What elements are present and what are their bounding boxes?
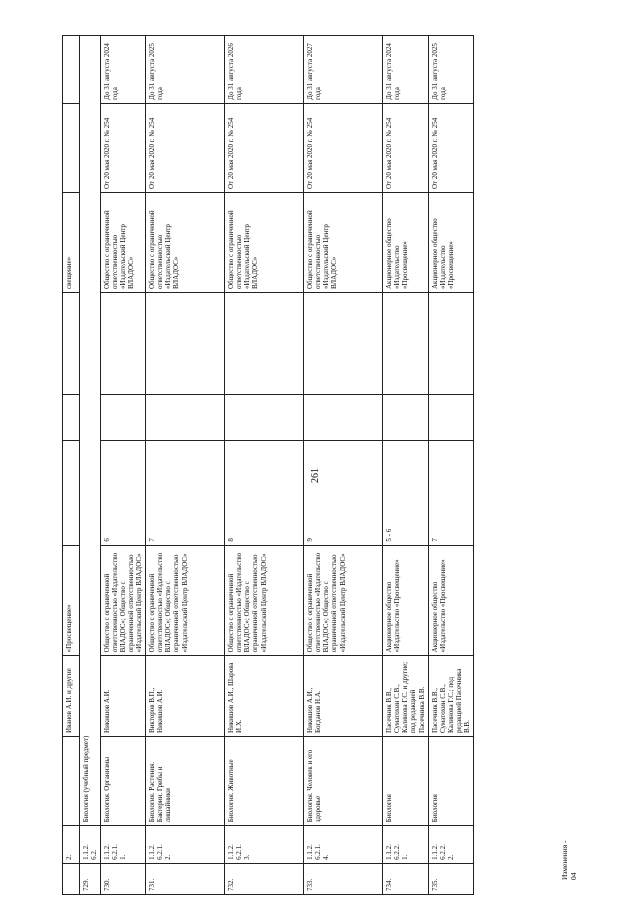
cell-full-publisher: Акционерное общество «Издательство «Просвещение» xyxy=(428,193,473,293)
cell-grade: 7 xyxy=(428,441,473,545)
header-cell-num: 2. xyxy=(63,826,80,864)
cell-grade: 7 xyxy=(146,441,225,545)
cell-code: 1.1.2. 6.2.1. 1. xyxy=(101,826,146,864)
empty-cell xyxy=(225,395,304,441)
cell-code: 1.1.2. 6.2.2. 1. xyxy=(383,826,428,864)
cell-full-publisher: Общество с ограниченной ответственностью «Издательский Центр ВЛАДОС» xyxy=(101,193,146,293)
cell-publisher: Акционерное общество «Издательство «Просвещение» xyxy=(428,545,473,656)
cell-title: Биология xyxy=(383,736,428,825)
header-cell-full: свещение» xyxy=(63,193,80,293)
cell-title: Биология. Человек и его здоровье xyxy=(304,736,383,825)
cell-code: 1.1.2. 6.2.2. 2. xyxy=(428,826,473,864)
cell-order: От 20 мая 2020 г. № 254 xyxy=(225,103,304,192)
table-row xyxy=(383,36,428,895)
cell-valid: До 31 августа 2024 года xyxy=(101,36,146,104)
cell-title: Биология. Организмы xyxy=(101,736,146,825)
table-row xyxy=(225,36,304,895)
rotated-table-container xyxy=(62,35,632,895)
header-cell-publisher: «Просвещение» xyxy=(63,545,80,656)
cell-num: 733. xyxy=(304,863,383,894)
cell-valid: До 31 августа 2025 года xyxy=(146,36,225,104)
cell-order: От 20 мая 2020 г. № 254 xyxy=(304,103,383,192)
table-row xyxy=(428,36,473,895)
cell-grade: 9 xyxy=(304,441,383,545)
empty-cell xyxy=(304,395,383,441)
cell-grade: 6 xyxy=(101,441,146,545)
header-cell-author: Иванов А.И. и другие xyxy=(63,656,80,737)
cell-order: От 20 мая 2020 г. № 254 xyxy=(383,103,428,192)
empty-cell xyxy=(146,395,225,441)
header-cell xyxy=(63,863,80,894)
row-number: 729. xyxy=(80,863,101,894)
page-number: 261 xyxy=(310,468,321,483)
cell-publisher: Акционерное общество «Издательство «Просвещение» xyxy=(383,545,428,656)
cell-publisher: Общество с ограниченной ответственностью «Издательство ВЛАДОС»; Общество с ограниченной ответственностью «Издательский Центр ВЛАДОС» xyxy=(101,545,146,656)
cell-num: 734. xyxy=(383,863,428,894)
empty-cell xyxy=(428,395,473,441)
cell-publisher: Общество с ограниченной ответственностью «Издательство ВЛАДОС»; Общество с ограниченной ответственностью «Издательский Центр ВЛАДОС» xyxy=(146,545,225,656)
empty-cell xyxy=(428,293,473,395)
empty-cell xyxy=(383,293,428,395)
empty-cell xyxy=(383,395,428,441)
header-cell xyxy=(63,36,80,104)
cell-order: От 20 мая 2020 г. № 254 xyxy=(101,103,146,192)
footer-text: Изменения - 04 xyxy=(560,840,578,880)
cell-valid: До 31 августа 2024 года xyxy=(383,36,428,104)
section-row xyxy=(80,36,101,895)
cell-author: Викторов В.П., Никишов А.И. xyxy=(146,656,225,737)
cell-full-publisher: Общество с ограниченной ответственностью «Издательский Центр ВЛАДОС» xyxy=(304,193,383,293)
textbook-table xyxy=(62,35,474,895)
cell-title: Биология xyxy=(428,736,473,825)
empty-cell xyxy=(101,395,146,441)
cell-code: 1.1.2. 6.2.1. 2. xyxy=(146,826,225,864)
empty-cell xyxy=(225,293,304,395)
empty-cell xyxy=(101,293,146,395)
cell-author: Никишов А.И. xyxy=(101,656,146,737)
cell-full-publisher: Общество с ограниченной ответственностью «Издательский Центр ВЛАДОС» xyxy=(225,193,304,293)
cell-full-publisher: Общество с ограниченной ответственностью «Издательский Центр ВЛАДОС» xyxy=(146,193,225,293)
cell-num: 735. xyxy=(428,863,473,894)
cell-num: 732. xyxy=(225,863,304,894)
cell-author: Никишов А.И., Богданов Н.А. xyxy=(304,656,383,737)
cell-publisher: Общество с ограниченной ответственностью «Издательство ВЛАДОС»; Общество с ограниченной ответственностью «Издательский Центр ВЛАДОС» xyxy=(304,545,383,656)
cell-author: Пасечник В.В., Суматохин С.В., Калинова Г.С.; под редакцией Пасечника В.В. xyxy=(428,656,473,737)
cell-author: Пасечник В.В., Суматохин С.В., Калинова Г.С. и другие; под редакцией Пасечника В.В. xyxy=(383,656,428,737)
empty-cell xyxy=(146,293,225,395)
table-row xyxy=(146,36,225,895)
cell-valid: До 31 августа 2027 года xyxy=(304,36,383,104)
header-cell xyxy=(63,293,80,395)
section-title: Биология (учебный предмет) xyxy=(80,36,101,826)
header-cell xyxy=(63,736,80,825)
cell-valid: До 31 августа 2026 года xyxy=(225,36,304,104)
cell-num: 731. xyxy=(146,863,225,894)
empty-cell xyxy=(304,293,383,395)
cell-valid: До 31 августа 2025 года xyxy=(428,36,473,104)
cell-title: Биология. Животные xyxy=(225,736,304,825)
header-cell xyxy=(63,395,80,441)
cell-order: От 20 мая 2020 г. № 254 xyxy=(428,103,473,192)
table-header-row xyxy=(63,36,80,895)
cell-order: От 20 мая 2020 г. № 254 xyxy=(146,103,225,192)
table-row xyxy=(101,36,146,895)
cell-publisher: Общество с ограниченной ответственностью «Издательство ВЛАДОС»; Общество с ограниченной ответственностью «Издательский Центр ВЛАДОС» xyxy=(225,545,304,656)
cell-grade: 8 xyxy=(225,441,304,545)
cell-title: Биология. Растения. Бактерии. Грибы и лишайники xyxy=(146,736,225,825)
cell-full-publisher: Акционерное общество «Издательство «Просвещение» xyxy=(383,193,428,293)
cell-code: 1.1.2. 6.2.1. 3. xyxy=(225,826,304,864)
cell-num: 730. xyxy=(101,863,146,894)
cell-code: 1.1.2. 6.2.1. 4. xyxy=(304,826,383,864)
header-cell xyxy=(63,441,80,545)
table-row xyxy=(304,36,383,895)
cell-grade: 5 - 6 xyxy=(383,441,428,545)
header-cell xyxy=(63,103,80,192)
row-code: 1.1.2. 6.2. xyxy=(80,826,101,864)
cell-author: Никишов А.И., Шарова И.Х. xyxy=(225,656,304,737)
